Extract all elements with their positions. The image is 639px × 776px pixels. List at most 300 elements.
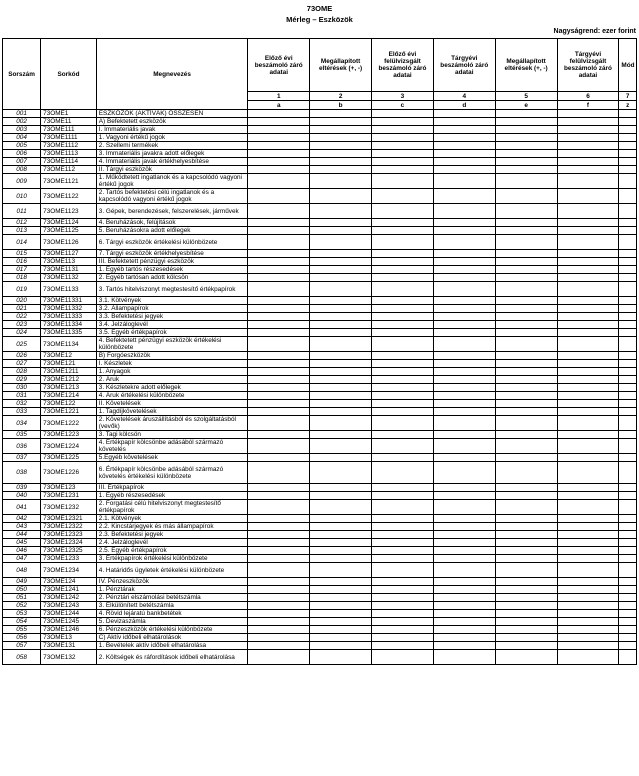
value-cell[interactable] (248, 235, 310, 250)
value-cell[interactable] (372, 515, 434, 523)
value-cell[interactable] (557, 555, 619, 563)
value-cell[interactable] (495, 642, 557, 650)
value-cell[interactable] (433, 416, 495, 431)
value-cell[interactable] (495, 555, 557, 563)
value-cell[interactable] (433, 313, 495, 321)
value-cell[interactable] (433, 462, 495, 484)
value-cell[interactable] (619, 282, 637, 297)
value-cell[interactable] (495, 250, 557, 258)
value-cell[interactable] (372, 227, 434, 235)
value-cell[interactable] (433, 189, 495, 204)
value-cell[interactable] (557, 126, 619, 134)
value-cell[interactable] (619, 174, 637, 189)
value-cell[interactable] (248, 416, 310, 431)
value-cell[interactable] (310, 337, 372, 352)
value-cell[interactable] (557, 134, 619, 142)
value-cell[interactable] (372, 408, 434, 416)
value-cell[interactable] (557, 500, 619, 515)
value-cell[interactable] (495, 392, 557, 400)
value-cell[interactable] (557, 515, 619, 523)
value-cell[interactable] (619, 484, 637, 492)
value-cell[interactable] (557, 539, 619, 547)
value-cell[interactable] (248, 642, 310, 650)
value-cell[interactable] (310, 594, 372, 602)
value-cell[interactable] (619, 274, 637, 282)
value-cell[interactable] (495, 618, 557, 626)
value-cell[interactable] (619, 266, 637, 274)
value-cell[interactable] (310, 258, 372, 266)
value-cell[interactable] (372, 462, 434, 484)
value-cell[interactable] (433, 368, 495, 376)
value-cell[interactable] (248, 321, 310, 329)
value-cell[interactable] (310, 352, 372, 360)
value-cell[interactable] (248, 313, 310, 321)
value-cell[interactable] (372, 360, 434, 368)
value-cell[interactable] (495, 500, 557, 515)
value-cell[interactable] (310, 492, 372, 500)
value-cell[interactable] (495, 523, 557, 531)
value-cell[interactable] (495, 258, 557, 266)
value-cell[interactable] (372, 500, 434, 515)
value-cell[interactable] (310, 376, 372, 384)
value-cell[interactable] (557, 235, 619, 250)
value-cell[interactable] (557, 189, 619, 204)
value-cell[interactable] (248, 523, 310, 531)
value-cell[interactable] (372, 547, 434, 555)
value-cell[interactable] (433, 305, 495, 313)
value-cell[interactable] (433, 408, 495, 416)
value-cell[interactable] (372, 416, 434, 431)
value-cell[interactable] (433, 384, 495, 392)
value-cell[interactable] (495, 110, 557, 118)
value-cell[interactable] (557, 547, 619, 555)
value-cell[interactable] (433, 439, 495, 454)
value-cell[interactable] (619, 492, 637, 500)
value-cell[interactable] (310, 539, 372, 547)
value-cell[interactable] (372, 126, 434, 134)
value-cell[interactable] (372, 563, 434, 578)
value-cell[interactable] (433, 650, 495, 665)
value-cell[interactable] (310, 329, 372, 337)
value-cell[interactable] (372, 642, 434, 650)
value-cell[interactable] (619, 555, 637, 563)
value-cell[interactable] (557, 602, 619, 610)
value-cell[interactable] (310, 219, 372, 227)
value-cell[interactable] (619, 235, 637, 250)
value-cell[interactable] (557, 368, 619, 376)
value-cell[interactable] (619, 313, 637, 321)
value-cell[interactable] (495, 313, 557, 321)
value-cell[interactable] (619, 227, 637, 235)
value-cell[interactable] (619, 189, 637, 204)
value-cell[interactable] (372, 352, 434, 360)
value-cell[interactable] (495, 189, 557, 204)
value-cell[interactable] (310, 150, 372, 158)
value-cell[interactable] (310, 555, 372, 563)
value-cell[interactable] (372, 439, 434, 454)
value-cell[interactable] (557, 305, 619, 313)
value-cell[interactable] (557, 454, 619, 462)
value-cell[interactable] (557, 150, 619, 158)
value-cell[interactable] (557, 431, 619, 439)
value-cell[interactable] (619, 219, 637, 227)
value-cell[interactable] (557, 266, 619, 274)
value-cell[interactable] (433, 618, 495, 626)
value-cell[interactable] (310, 227, 372, 235)
value-cell[interactable] (619, 368, 637, 376)
value-cell[interactable] (495, 235, 557, 250)
value-cell[interactable] (310, 626, 372, 634)
value-cell[interactable] (557, 531, 619, 539)
value-cell[interactable] (372, 602, 434, 610)
value-cell[interactable] (248, 547, 310, 555)
value-cell[interactable] (248, 329, 310, 337)
value-cell[interactable] (372, 266, 434, 274)
value-cell[interactable] (248, 158, 310, 166)
value-cell[interactable] (619, 305, 637, 313)
value-cell[interactable] (433, 376, 495, 384)
value-cell[interactable] (495, 166, 557, 174)
value-cell[interactable] (372, 329, 434, 337)
value-cell[interactable] (495, 158, 557, 166)
value-cell[interactable] (248, 650, 310, 665)
value-cell[interactable] (557, 227, 619, 235)
value-cell[interactable] (619, 134, 637, 142)
value-cell[interactable] (433, 166, 495, 174)
value-cell[interactable] (248, 150, 310, 158)
value-cell[interactable] (557, 376, 619, 384)
value-cell[interactable] (557, 352, 619, 360)
value-cell[interactable] (433, 626, 495, 634)
value-cell[interactable] (372, 586, 434, 594)
value-cell[interactable] (248, 492, 310, 500)
value-cell[interactable] (248, 376, 310, 384)
value-cell[interactable] (310, 266, 372, 274)
value-cell[interactable] (495, 416, 557, 431)
value-cell[interactable] (310, 642, 372, 650)
value-cell[interactable] (557, 360, 619, 368)
value-cell[interactable] (248, 274, 310, 282)
value-cell[interactable] (495, 360, 557, 368)
value-cell[interactable] (433, 227, 495, 235)
value-cell[interactable] (557, 618, 619, 626)
value-cell[interactable] (310, 110, 372, 118)
value-cell[interactable] (310, 515, 372, 523)
value-cell[interactable] (495, 547, 557, 555)
value-cell[interactable] (248, 204, 310, 219)
value-cell[interactable] (495, 492, 557, 500)
value-cell[interactable] (248, 618, 310, 626)
value-cell[interactable] (433, 642, 495, 650)
value-cell[interactable] (557, 258, 619, 266)
value-cell[interactable] (495, 274, 557, 282)
value-cell[interactable] (495, 174, 557, 189)
value-cell[interactable] (248, 586, 310, 594)
value-cell[interactable] (557, 174, 619, 189)
value-cell[interactable] (310, 305, 372, 313)
value-cell[interactable] (557, 297, 619, 305)
value-cell[interactable] (495, 634, 557, 642)
value-cell[interactable] (557, 274, 619, 282)
value-cell[interactable] (248, 189, 310, 204)
value-cell[interactable] (372, 368, 434, 376)
value-cell[interactable] (372, 110, 434, 118)
value-cell[interactable] (433, 282, 495, 297)
value-cell[interactable] (372, 578, 434, 586)
value-cell[interactable] (310, 174, 372, 189)
value-cell[interactable] (557, 650, 619, 665)
value-cell[interactable] (495, 563, 557, 578)
value-cell[interactable] (310, 454, 372, 462)
value-cell[interactable] (248, 454, 310, 462)
value-cell[interactable] (557, 337, 619, 352)
value-cell[interactable] (495, 227, 557, 235)
value-cell[interactable] (619, 586, 637, 594)
value-cell[interactable] (248, 305, 310, 313)
value-cell[interactable] (433, 321, 495, 329)
value-cell[interactable] (619, 126, 637, 134)
value-cell[interactable] (495, 439, 557, 454)
value-cell[interactable] (433, 274, 495, 282)
value-cell[interactable] (557, 484, 619, 492)
value-cell[interactable] (372, 454, 434, 462)
value-cell[interactable] (433, 578, 495, 586)
value-cell[interactable] (619, 337, 637, 352)
value-cell[interactable] (495, 602, 557, 610)
value-cell[interactable] (495, 219, 557, 227)
value-cell[interactable] (248, 634, 310, 642)
value-cell[interactable] (248, 297, 310, 305)
value-cell[interactable] (495, 134, 557, 142)
value-cell[interactable] (495, 539, 557, 547)
value-cell[interactable] (433, 531, 495, 539)
value-cell[interactable] (495, 462, 557, 484)
value-cell[interactable] (619, 634, 637, 642)
value-cell[interactable] (248, 392, 310, 400)
value-cell[interactable] (310, 610, 372, 618)
value-cell[interactable] (433, 337, 495, 352)
value-cell[interactable] (619, 454, 637, 462)
value-cell[interactable] (433, 266, 495, 274)
value-cell[interactable] (557, 158, 619, 166)
value-cell[interactable] (495, 118, 557, 126)
value-cell[interactable] (557, 392, 619, 400)
value-cell[interactable] (310, 250, 372, 258)
value-cell[interactable] (557, 219, 619, 227)
value-cell[interactable] (372, 376, 434, 384)
value-cell[interactable] (619, 462, 637, 484)
value-cell[interactable] (372, 634, 434, 642)
value-cell[interactable] (248, 515, 310, 523)
value-cell[interactable] (433, 360, 495, 368)
value-cell[interactable] (248, 166, 310, 174)
value-cell[interactable] (619, 539, 637, 547)
value-cell[interactable] (495, 586, 557, 594)
value-cell[interactable] (619, 400, 637, 408)
value-cell[interactable] (310, 650, 372, 665)
value-cell[interactable] (495, 650, 557, 665)
value-cell[interactable] (619, 118, 637, 126)
value-cell[interactable] (372, 235, 434, 250)
value-cell[interactable] (619, 563, 637, 578)
value-cell[interactable] (310, 523, 372, 531)
value-cell[interactable] (433, 431, 495, 439)
value-cell[interactable] (310, 634, 372, 642)
value-cell[interactable] (433, 586, 495, 594)
value-cell[interactable] (557, 329, 619, 337)
value-cell[interactable] (495, 408, 557, 416)
value-cell[interactable] (557, 610, 619, 618)
value-cell[interactable] (372, 531, 434, 539)
value-cell[interactable] (619, 166, 637, 174)
value-cell[interactable] (619, 392, 637, 400)
value-cell[interactable] (372, 523, 434, 531)
value-cell[interactable] (495, 321, 557, 329)
value-cell[interactable] (557, 462, 619, 484)
value-cell[interactable] (372, 305, 434, 313)
value-cell[interactable] (495, 384, 557, 392)
value-cell[interactable] (310, 274, 372, 282)
value-cell[interactable] (433, 492, 495, 500)
value-cell[interactable] (433, 602, 495, 610)
value-cell[interactable] (557, 250, 619, 258)
value-cell[interactable] (372, 274, 434, 282)
value-cell[interactable] (248, 484, 310, 492)
value-cell[interactable] (619, 329, 637, 337)
value-cell[interactable] (557, 492, 619, 500)
value-cell[interactable] (619, 360, 637, 368)
value-cell[interactable] (495, 337, 557, 352)
value-cell[interactable] (372, 431, 434, 439)
value-cell[interactable] (557, 384, 619, 392)
value-cell[interactable] (248, 408, 310, 416)
value-cell[interactable] (248, 352, 310, 360)
value-cell[interactable] (619, 352, 637, 360)
value-cell[interactable] (310, 126, 372, 134)
value-cell[interactable] (557, 523, 619, 531)
value-cell[interactable] (372, 150, 434, 158)
value-cell[interactable] (495, 484, 557, 492)
value-cell[interactable] (372, 400, 434, 408)
value-cell[interactable] (310, 321, 372, 329)
value-cell[interactable] (248, 337, 310, 352)
value-cell[interactable] (619, 250, 637, 258)
value-cell[interactable] (248, 462, 310, 484)
value-cell[interactable] (310, 462, 372, 484)
value-cell[interactable] (557, 313, 619, 321)
value-cell[interactable] (372, 650, 434, 665)
value-cell[interactable] (619, 642, 637, 650)
value-cell[interactable] (372, 250, 434, 258)
value-cell[interactable] (310, 392, 372, 400)
value-cell[interactable] (557, 204, 619, 219)
value-cell[interactable] (495, 204, 557, 219)
value-cell[interactable] (310, 431, 372, 439)
value-cell[interactable] (433, 118, 495, 126)
value-cell[interactable] (248, 250, 310, 258)
value-cell[interactable] (433, 594, 495, 602)
value-cell[interactable] (495, 150, 557, 158)
value-cell[interactable] (495, 400, 557, 408)
value-cell[interactable] (557, 321, 619, 329)
value-cell[interactable] (372, 492, 434, 500)
value-cell[interactable] (619, 142, 637, 150)
value-cell[interactable] (557, 594, 619, 602)
value-cell[interactable] (310, 500, 372, 515)
value-cell[interactable] (495, 329, 557, 337)
value-cell[interactable] (248, 258, 310, 266)
value-cell[interactable] (433, 500, 495, 515)
value-cell[interactable] (619, 650, 637, 665)
value-cell[interactable] (433, 610, 495, 618)
value-cell[interactable] (433, 297, 495, 305)
value-cell[interactable] (495, 594, 557, 602)
value-cell[interactable] (248, 531, 310, 539)
value-cell[interactable] (495, 297, 557, 305)
value-cell[interactable] (619, 258, 637, 266)
value-cell[interactable] (372, 337, 434, 352)
value-cell[interactable] (310, 235, 372, 250)
value-cell[interactable] (433, 454, 495, 462)
value-cell[interactable] (433, 134, 495, 142)
value-cell[interactable] (619, 578, 637, 586)
value-cell[interactable] (372, 174, 434, 189)
value-cell[interactable] (619, 610, 637, 618)
value-cell[interactable] (248, 126, 310, 134)
value-cell[interactable] (433, 634, 495, 642)
value-cell[interactable] (619, 626, 637, 634)
value-cell[interactable] (310, 166, 372, 174)
value-cell[interactable] (433, 150, 495, 158)
value-cell[interactable] (310, 547, 372, 555)
value-cell[interactable] (248, 563, 310, 578)
value-cell[interactable] (619, 321, 637, 329)
value-cell[interactable] (310, 400, 372, 408)
value-cell[interactable] (619, 384, 637, 392)
value-cell[interactable] (310, 618, 372, 626)
value-cell[interactable] (619, 408, 637, 416)
value-cell[interactable] (619, 515, 637, 523)
value-cell[interactable] (433, 400, 495, 408)
value-cell[interactable] (310, 158, 372, 166)
value-cell[interactable] (557, 626, 619, 634)
value-cell[interactable] (495, 431, 557, 439)
value-cell[interactable] (557, 282, 619, 297)
value-cell[interactable] (310, 578, 372, 586)
value-cell[interactable] (248, 610, 310, 618)
value-cell[interactable] (310, 368, 372, 376)
value-cell[interactable] (372, 626, 434, 634)
value-cell[interactable] (557, 400, 619, 408)
value-cell[interactable] (372, 594, 434, 602)
value-cell[interactable] (310, 602, 372, 610)
value-cell[interactable] (619, 439, 637, 454)
value-cell[interactable] (248, 384, 310, 392)
value-cell[interactable] (557, 166, 619, 174)
value-cell[interactable] (248, 602, 310, 610)
value-cell[interactable] (248, 134, 310, 142)
value-cell[interactable] (372, 166, 434, 174)
value-cell[interactable] (248, 500, 310, 515)
value-cell[interactable] (495, 142, 557, 150)
value-cell[interactable] (248, 368, 310, 376)
value-cell[interactable] (372, 384, 434, 392)
value-cell[interactable] (310, 313, 372, 321)
value-cell[interactable] (495, 368, 557, 376)
value-cell[interactable] (310, 360, 372, 368)
value-cell[interactable] (248, 227, 310, 235)
value-cell[interactable] (433, 515, 495, 523)
